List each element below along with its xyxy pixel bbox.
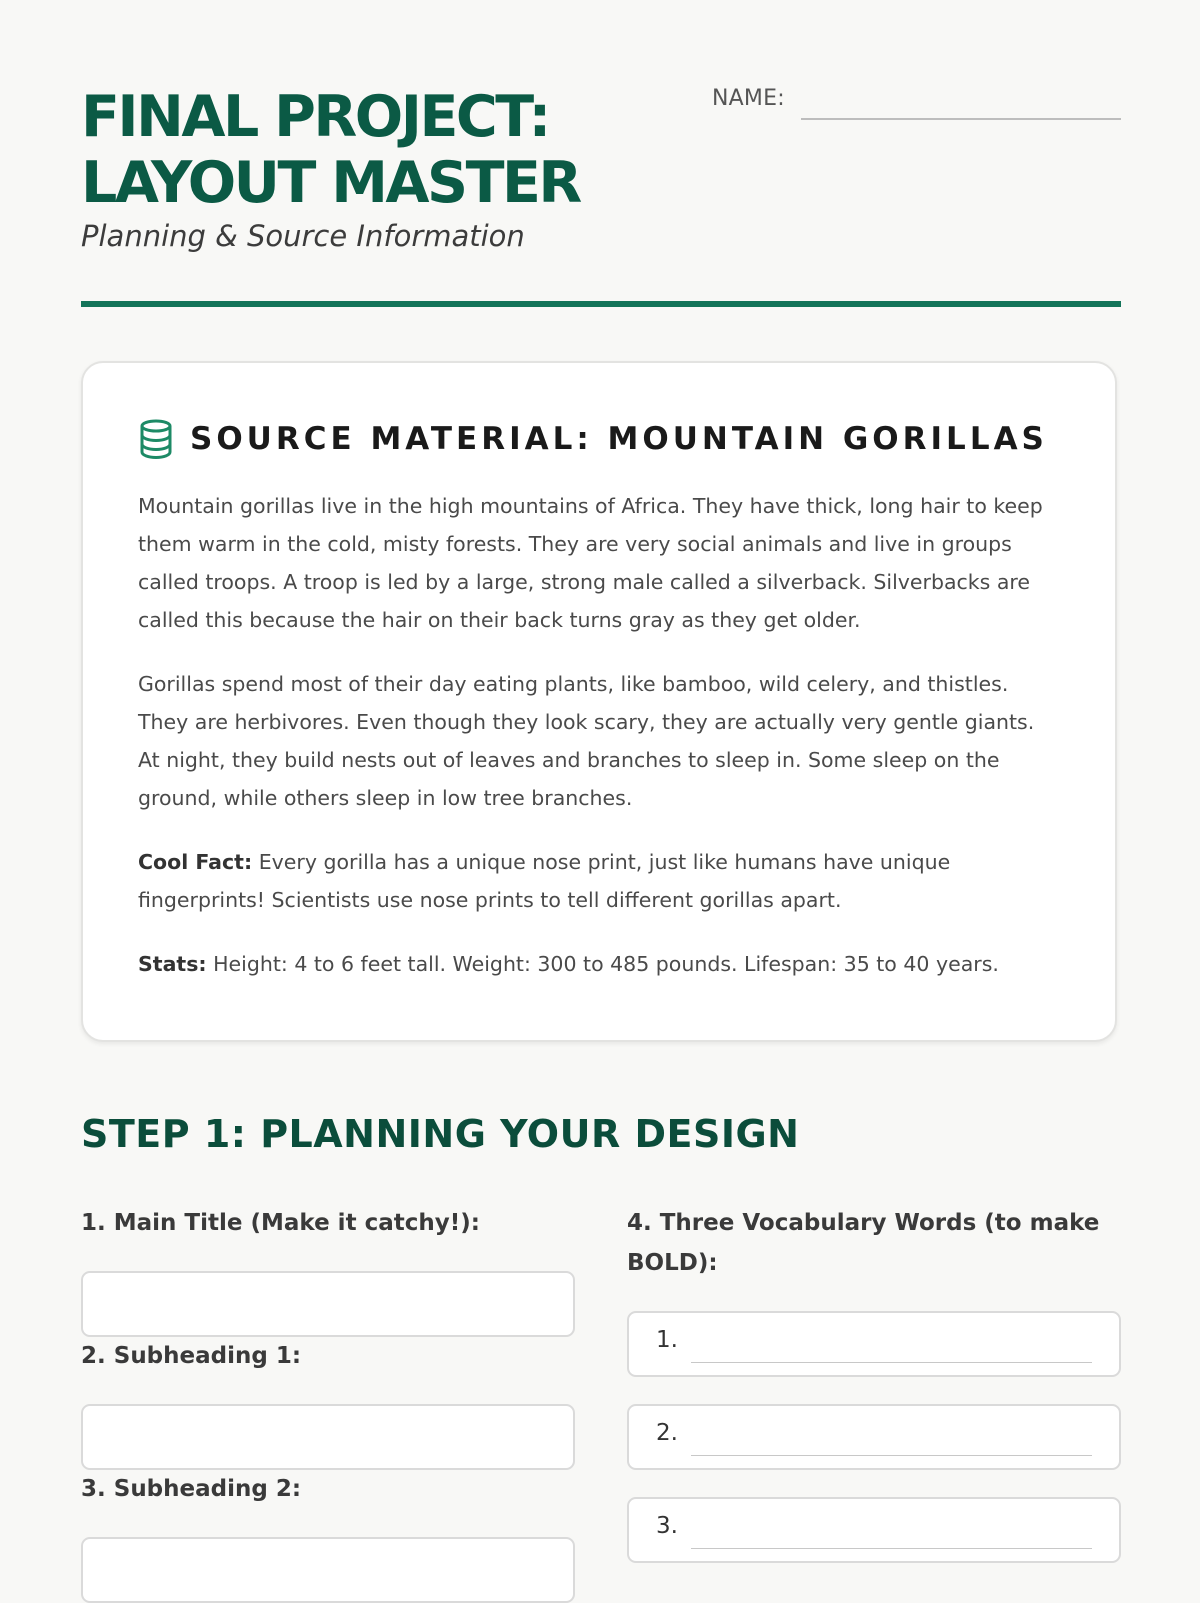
subheading-2-input[interactable] [81,1537,575,1603]
header-divider [81,301,1121,307]
name-field[interactable] [712,86,1121,120]
source-heading [138,419,1048,459]
worksheet-page [81,0,1121,1539]
vocab-number: 2. [656,1420,678,1446]
stats-label: Stats: [138,952,207,976]
vocab-input-3[interactable] [627,1497,1121,1563]
vocab-input-1[interactable] [627,1311,1121,1377]
cool-fact-label: Cool Fact: [138,850,253,874]
q1-label: 1. Main Title (Make it catchy!): [81,1210,480,1236]
cool-fact [138,843,1062,919]
name-label: NAME: [712,86,785,111]
vocab-line [691,1362,1092,1363]
vocab-input-2[interactable] [627,1404,1121,1470]
source-paragraph-2: Gorillas spend most of their day eating plants, like bamboo, wild celery, and thistles. They are herbivores. Even though they look scary, they are actually very gentle giants. At night, they build nests out of leaves and branches to sleep in. Some sleep on the ground, while others sleep in low tree branches. [138,672,1035,810]
source-title: SOURCE MATERIAL: MOUNTAIN GORILLAS [190,421,1048,457]
stats-text: Height: 4 to 6 feet tall. Weight: 300 to 485 pounds. Lifespan: 35 to 40 years. [206,952,999,976]
q4-label: 4. Three Vocabulary Words (to make BOLD): [627,1210,1100,1276]
header [81,0,1121,307]
main-title-input[interactable] [81,1271,575,1337]
vocab-line [691,1548,1092,1549]
vocab-line [691,1455,1092,1456]
page-title-line-2: LAYOUT MASTER [81,150,580,216]
page-subtitle: Planning & Source Information [81,219,525,253]
name-line[interactable] [801,118,1121,120]
source-paragraph-1: Mountain gorillas live in the high mountains of Africa. They have thick, long hair to keep them warm in the cold, misty forests. They are very social animals and live in groups called troops. A troop is led by a large, strong male called a silverback. Silverbacks are called this because the hair on their back turns gray as they get older. [138,494,1043,632]
step1-title: STEP 1: PLANNING YOUR DESIGN [81,1112,800,1156]
source-material-card [81,361,1117,1042]
cool-fact-text: Every gorilla has a unique nose print, just like humans have unique fingerprints! Scientists use nose prints to tell different gorillas apart. [138,850,951,912]
q2-label: 2. Subheading 1: [81,1343,302,1369]
vocab-number: 1. [656,1327,678,1353]
subheading-1-input[interactable] [81,1404,575,1470]
q3-label: 3. Subheading 2: [81,1476,302,1502]
source-body [138,487,1062,1009]
page-title [81,84,580,216]
database-icon [138,419,174,459]
page-title-line-1: FINAL PROJECT: [81,84,549,150]
stats [138,945,1062,983]
vocab-number: 3. [656,1513,678,1539]
